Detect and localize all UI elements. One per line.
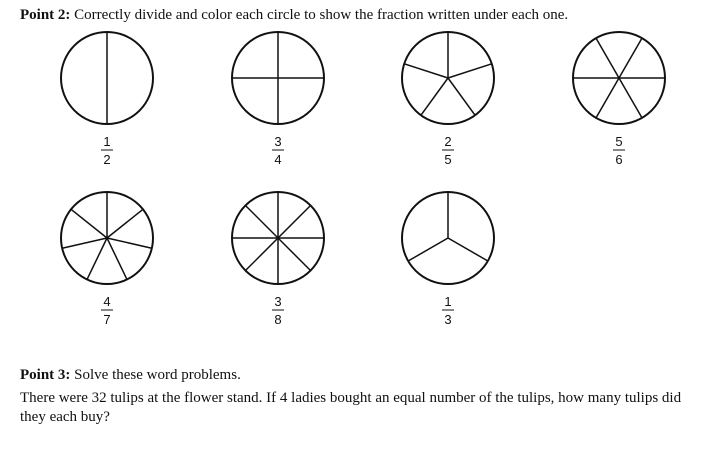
fraction-circle-two-fifths[interactable]: [402, 32, 494, 124]
point-2-label: Point 2:: [20, 7, 71, 23]
division-line: [448, 78, 475, 115]
fraction-circle-five-sixths[interactable]: [573, 32, 665, 124]
point-3-label: Point 3:: [20, 367, 71, 383]
division-line: [107, 209, 143, 238]
word-problem-text: There were 32 tulips at the flower stand. If 4 ladies bought an equal number of the tulips, how many tulips did they each buy?: [20, 390, 682, 425]
fraction-numerator: 4: [103, 294, 111, 309]
division-line: [62, 238, 107, 248]
fraction-circle-one-third[interactable]: [402, 192, 494, 284]
division-line: [107, 238, 127, 279]
fraction-denominator: 7: [103, 312, 111, 327]
fraction-numerator: 5: [615, 134, 623, 149]
fraction-label-three-eighths: [272, 294, 284, 327]
division-line: [448, 238, 488, 261]
fraction-numerator: 3: [274, 134, 282, 149]
fraction-denominator: 6: [615, 152, 623, 167]
fraction-numerator: 2: [444, 134, 452, 149]
division-line: [408, 238, 448, 261]
point-3-heading: [20, 366, 241, 384]
point-2-instructions: Correctly divide and color each circle to show the fraction written under each one.: [70, 7, 569, 23]
division-line: [107, 238, 152, 248]
fraction-circle-half[interactable]: [61, 32, 153, 124]
fraction-denominator: 2: [103, 152, 111, 167]
fraction-denominator: 8: [274, 312, 282, 327]
point-3-instructions: Solve these word problems.: [70, 367, 241, 383]
fraction-label-three-fourths: [272, 134, 284, 167]
fraction-numerator: 1: [103, 134, 111, 149]
fraction-circle-three-eighths[interactable]: [232, 192, 324, 284]
fraction-label-five-sixths: [613, 134, 625, 167]
fraction-circle-three-fourths[interactable]: [232, 32, 324, 124]
fraction-numerator: 3: [274, 294, 282, 309]
division-line: [448, 64, 492, 78]
fraction-numerator: 1: [444, 294, 452, 309]
fraction-label-one-third: [442, 294, 454, 327]
division-line: [87, 238, 107, 279]
division-line: [404, 64, 448, 78]
fraction-denominator: 3: [444, 312, 452, 327]
fraction-circle-four-sevenths[interactable]: [61, 192, 153, 284]
division-line: [71, 209, 107, 238]
division-line: [421, 78, 448, 115]
fraction-label-four-sevenths: [101, 294, 113, 327]
fraction-label-half: [101, 134, 113, 167]
fraction-denominator: 4: [274, 152, 282, 167]
fraction-label-two-fifths: [442, 134, 454, 167]
fraction-denominator: 5: [444, 152, 452, 167]
